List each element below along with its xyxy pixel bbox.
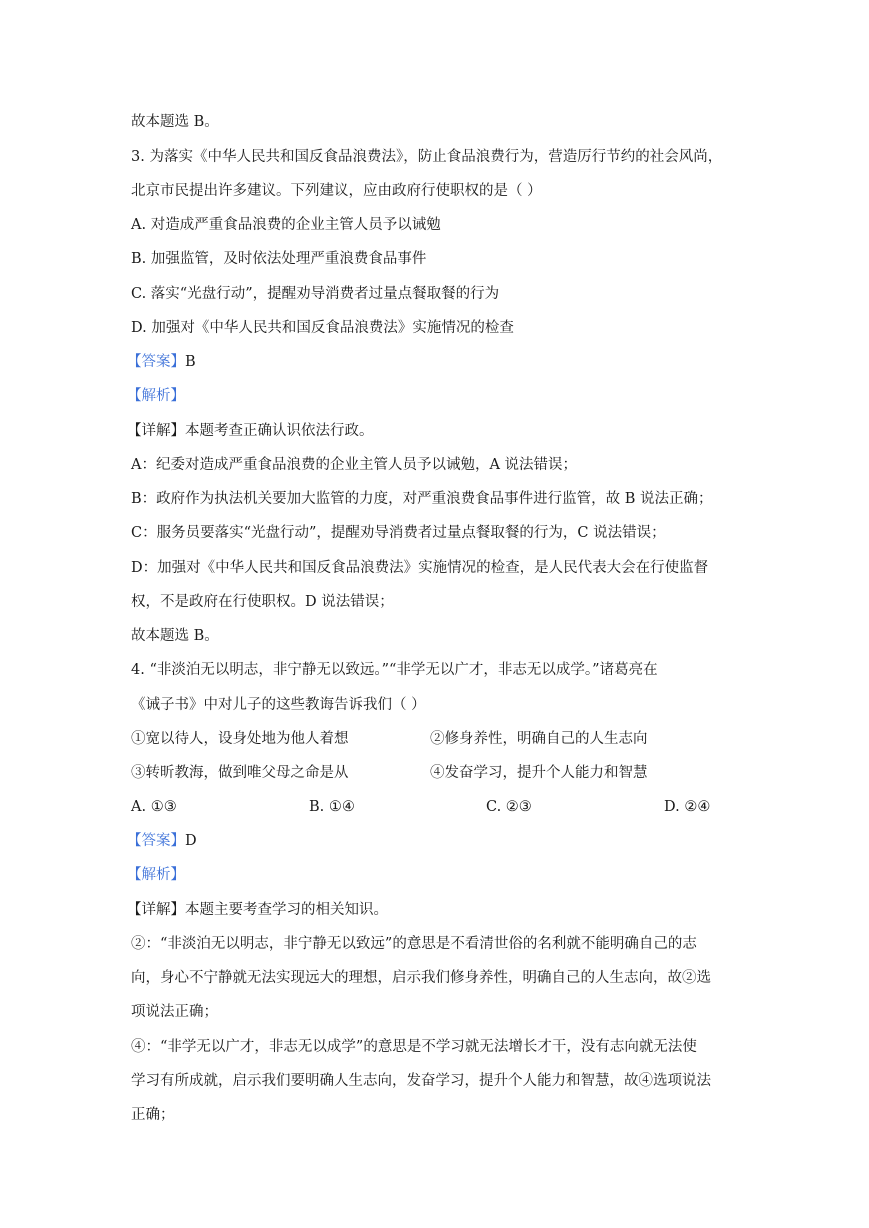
q4-exp2-line1: ②：“非淡泊无以明志，非宁静无以致远”的意思是不看清世俗的名利就不能明确自己的志 bbox=[131, 936, 697, 952]
q4-detail-text: 本题主要考查学习的相关知识。 bbox=[185, 902, 388, 918]
q4-answer-tag: 【答案】 bbox=[127, 833, 185, 849]
q4-analysis-tag: 【解析】 bbox=[127, 867, 185, 883]
q4-choice-a: A. ①③ bbox=[131, 799, 177, 815]
q3-option-c: C. 落实“光盘行动”，提醒劝导消费者过量点餐取餐的行为 bbox=[131, 286, 500, 302]
q4-answer bbox=[127, 831, 197, 851]
q3-option-a: A. 对造成严重食品浪费的企业主管人员予以诫勉 bbox=[131, 217, 441, 233]
q3-detail bbox=[127, 421, 374, 441]
q4-choice-d: D. ②④ bbox=[664, 799, 711, 815]
q3-stem-line1: 3. 为落实《中华人民共和国反食品浪费法》，防止食品浪费行为，营造厉行节约的社会风尚， bbox=[131, 149, 723, 165]
q4-choice-c: C. ②③ bbox=[486, 799, 532, 815]
q3-exp-a: A：纪委对造成严重食品浪费的企业主管人员予以诫勉，A 说法错误； bbox=[131, 457, 578, 473]
q4-item-4: ④发奋学习，提升个人能力和智慧 bbox=[430, 765, 648, 781]
q3-stem-line2: 北京市民提出许多建议。下列建议，应由政府行使职权的是（ ） bbox=[131, 183, 542, 199]
q4-detail-tag: 【详解】 bbox=[127, 902, 185, 918]
q3-analysis-tag: 【解析】 bbox=[127, 388, 185, 404]
q4-exp4-line3: 正确； bbox=[131, 1107, 175, 1123]
q3-option-b: B. 加强监管，及时依法处理严重浪费食品事件 bbox=[131, 251, 427, 267]
q4-exp2-line3: 项说法正确； bbox=[131, 1004, 218, 1020]
q4-answer-value: D bbox=[185, 833, 197, 849]
q3-conclusion: 故本题选 B。 bbox=[131, 628, 219, 644]
q3-detail-tag: 【详解】 bbox=[127, 423, 185, 439]
q3-exp-d-line2: 权，不是政府在行使职权。D 说法错误； bbox=[131, 594, 394, 610]
q4-exp4-line2: 学习有所成就，启示我们要明确人生志向，发奋学习，提升个人能力和智慧，故④选项说法 bbox=[131, 1073, 711, 1089]
q4-choice-b: B. ①④ bbox=[309, 799, 355, 815]
q3-answer bbox=[127, 352, 196, 372]
q4-item-1: ①宽以待人，设身处地为他人着想 bbox=[131, 731, 349, 747]
prev-conclusion: 故本题选 B。 bbox=[131, 114, 219, 130]
q3-answer-value: B bbox=[185, 354, 196, 370]
q4-stem-line1: 4. “非淡泊无以明志，非宁静无以致远。”“非学无以广才，非志无以成学。”诸葛亮在 bbox=[131, 662, 658, 678]
q3-answer-tag: 【答案】 bbox=[127, 354, 185, 370]
q3-exp-d-line1: D：加强对《中华人民共和国反食品浪费法》实施情况的检查，是人民代表大会在行使监督 bbox=[131, 560, 709, 576]
q3-exp-b: B：政府作为执法机关要加大监管的力度，对严重浪费食品事件进行监管，故 B 说法正确； bbox=[131, 491, 713, 507]
q4-item-2: ②修身养性，明确自己的人生志向 bbox=[430, 731, 648, 747]
q3-exp-c: C：服务员要落实“光盘行动”，提醒劝导消费者过量点餐取餐的行为，C 说法错误； bbox=[131, 525, 666, 541]
q4-exp4-line1: ④：“非学无以广才，非志无以成学”的意思是不学习就无法增长才干，没有志向就无法使 bbox=[131, 1039, 697, 1055]
q3-detail-text: 本题考查正确认识依法行政。 bbox=[185, 423, 374, 439]
q4-item-3: ③转昕教海，做到唯父母之命是从 bbox=[131, 765, 349, 781]
q4-exp2-line2: 向，身心不宁静就无法实现远大的理想，启示我们修身养性，明确自己的人生志向，故②选 bbox=[131, 970, 711, 986]
q3-option-d: D. 加强对《中华人民共和国反食品浪费法》实施情况的检查 bbox=[131, 320, 514, 336]
q4-stem-line2: 《诫子书》中对儿子的这些教诲告诉我们（ ） bbox=[131, 697, 426, 713]
q4-detail bbox=[127, 900, 388, 920]
